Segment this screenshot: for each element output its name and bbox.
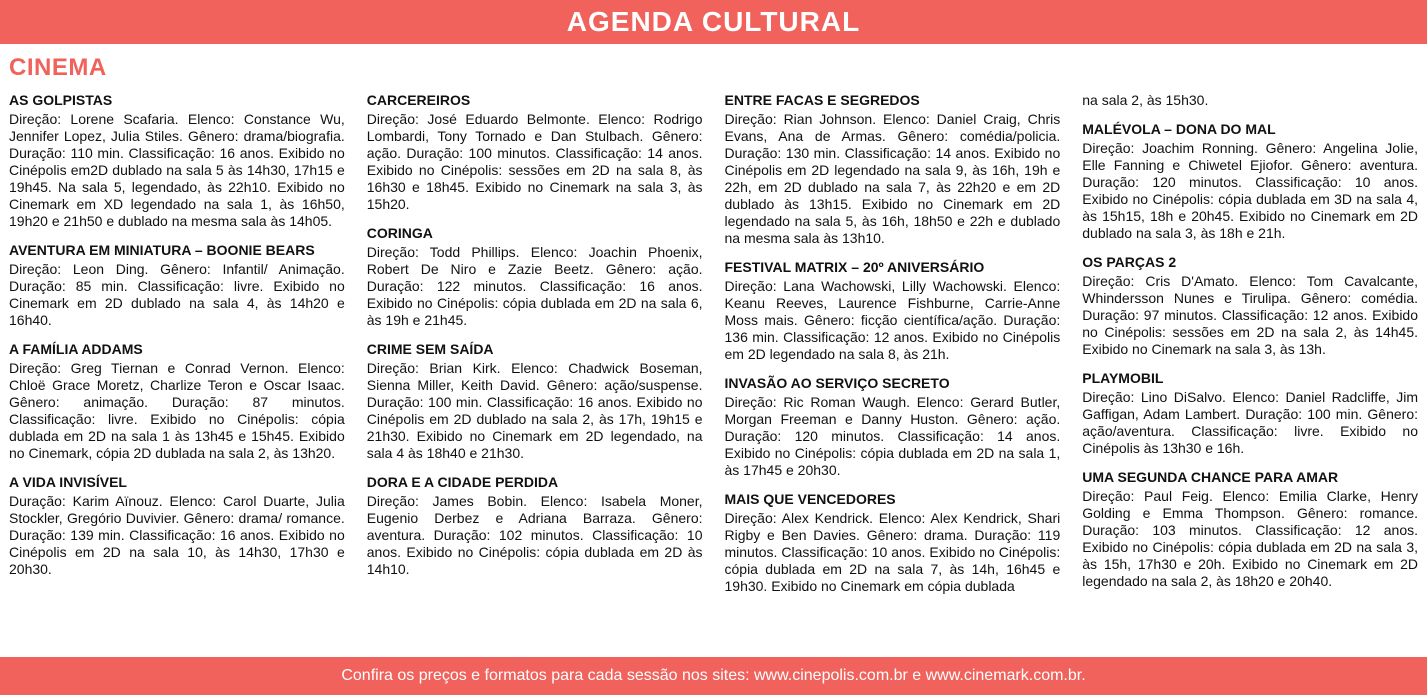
movie-title: UMA SEGUNDA CHANCE PARA AMAR bbox=[1082, 469, 1339, 485]
movie-title: AS GOLPISTAS bbox=[9, 92, 113, 108]
movie-description: Direção: James Bobin. Elenco: Isabela Moner, Eugenio Derbez e Adriana Barraza. Gênero: aventura. Duração: 102 minutos. Classificação: 10 anos. Exibido no Cinépolis: cópia dublada em 2D às 14h10. bbox=[366, 493, 703, 577]
movie-description: Direção: José Eduardo Belmonte. Elenco: Rodrigo Lombardi, Tony Tornado e Dan Stulbach. Gênero: ação. Duração: 100 minutos. Classificação: 14 anos. Exibido no Cinépolis: sessões em 2D na sala 8, às 16h30 e 18h45. Exibido no Cinemark na sala 3, às 15h20. bbox=[366, 111, 703, 212]
movie-column-2 bbox=[367, 92, 703, 590]
movie-description: Direção: Cris D'Amato. Elenco: Tom Cavalcante, Whindersson Nunes e Tirulipa. Gênero: comédia. Duração: 97 minutos. Classificação: 12 anos. Exibido no Cinépolis: sessões em 2D na sala 2, às 14h45. Exibido no Cinemark na sala 3, às 13h. bbox=[1082, 273, 1418, 357]
movie-item bbox=[367, 92, 703, 213]
movie-title: MAIS QUE VENCEDORES bbox=[724, 491, 896, 507]
movie-description: Direção: Greg Tiernan e Conrad Vernon. Elenco: Chloë Grace Moretz, Charlize Teron e Oscar Isaac. Gênero: animação. Duração: 87 minutos. Classificação: livre. Exibido no Cinépolis: cópia dublada em 2D na sala 1 às 13h45 e 15h45. Exibido no Cinemark, cópia 2D dublada na sala 2, às 13h20. bbox=[9, 360, 345, 461]
movie-description: Direção: Alex Kendrick. Elenco: Alex Kendrick, Shari Rigby e Ben Davies. Gênero: drama. Duração: 119 minutos. Classificação: 10 anos. Exibido no Cinépolis: cópia dublada em 2D na sala 7, às 14h, 16h45 e 19h30. Exibido no Cinemark em cópia dublada bbox=[724, 510, 1061, 594]
movie-item bbox=[367, 341, 703, 462]
movie-item bbox=[9, 242, 345, 329]
movie-item bbox=[1082, 92, 1418, 109]
movie-title: FESTIVAL MATRIX – 20º ANIVERSÁRIO bbox=[724, 259, 985, 275]
movie-title: A VIDA INVISÍVEL bbox=[9, 474, 127, 490]
movie-description: na sala 2, às 15h30. bbox=[1082, 92, 1209, 108]
movie-item bbox=[9, 474, 345, 578]
footer-bar bbox=[0, 657, 1427, 695]
movie-description: Duração: Karim Aïnouz. Elenco: Carol Duarte, Julia Stockler, Gregório Duvivier. Gênero: drama/ romance. Duração: 139 min. Classificação: 16 anos. Exibido no Cinépolis em 2D na sala 10, às 14h30, 17h30 e 20h30. bbox=[9, 493, 345, 577]
movie-item bbox=[1082, 469, 1418, 590]
movie-item bbox=[1082, 121, 1418, 242]
movie-column-4 bbox=[1082, 92, 1418, 602]
movie-item bbox=[9, 92, 345, 230]
cinema-section bbox=[0, 44, 1427, 657]
movie-item bbox=[1082, 254, 1418, 358]
movie-title: INVASÃO AO SERVIÇO SECRETO bbox=[724, 375, 950, 391]
movie-title: CARCEREIROS bbox=[366, 92, 471, 108]
movie-title: A FAMÍLIA ADDAMS bbox=[9, 341, 143, 357]
movie-description: Direção: Paul Feig. Elenco: Emilia Clarke, Henry Golding e Emma Thompson. Gênero: romance. Duração: 103 minutos. Classificação: 12 anos. Exibido no Cinépolis: cópia dublada em 2D na sala 3, às 15h, 17h30 e 20h. Exibido no Cinemark em 2D legendado na sala 2, às 18h20 e 20h40. bbox=[1082, 488, 1418, 589]
movie-description: Direção: Lorene Scafaria. Elenco: Constance Wu, Jennifer Lopez, Julia Stiles. Gênero: drama/biografia. Duração: 110 min. Classificação: 16 anos. Exibido no Cinépolis em2D dublado na sala 5 às 14h30, 17h15 e 19h45. Na sala 5, legendado, às 22h10. Exibido no Cinemark em XD legendado na sala 1, às 16h50, 19h20 e 21h50 e dublado na mesma sala às 14h05. bbox=[9, 111, 345, 229]
movie-item bbox=[367, 474, 703, 578]
page-title: AGENDA CULTURAL bbox=[566, 6, 861, 37]
movie-description: Direção: Todd Phillips. Elenco: Joachin Phoenix, Robert De Niro e Zazie Beetz. Gênero: ação. Duração: 122 minutos. Classificação: 16 anos. Exibido no Cinépolis: cópia dublada em 2D na sala 6, às 19h e 21h45. bbox=[366, 244, 703, 328]
movie-column-1 bbox=[9, 92, 345, 590]
movie-item bbox=[9, 341, 345, 462]
movie-columns bbox=[9, 92, 1418, 607]
movie-item bbox=[725, 375, 1061, 479]
movie-description: Direção: Lino DiSalvo. Elenco: Daniel Radcliffe, Jim Gaffigan, Adam Lambert. Duração: 100 min. Gênero: ação/aventura. Classificação: livre. Exibido no Cinépolis às 13h30 e 16h. bbox=[1082, 389, 1418, 456]
movie-title: AVENTURA EM MINIATURA – BOONIE BEARS bbox=[9, 242, 315, 258]
movie-description: Direção: Leon Ding. Gênero: Infantil/ Animação. Duração: 85 min. Classificação: livre. Exibido no Cinemark em 2D dublado na sala 4, às 14h20 e 16h40. bbox=[9, 261, 345, 328]
movie-item bbox=[725, 92, 1061, 247]
movie-item bbox=[725, 259, 1061, 363]
header-bar bbox=[0, 0, 1427, 44]
movie-description: Direção: Rian Johnson. Elenco: Daniel Craig, Chris Evans, Ana de Armas. Gênero: comédia/policia. Duração: 130 min. Classificação: 14 anos. Exibido no Cinépolis em 2D legendado na sala 9, às 16h, 19h e 22h, em 2D dublado na sala 7, às 22h20 e em 2D dublado às 13h15. Exibido no Cinemark em 2D legendado na sala 5, às 16h, 18h50 e 22h e dublado na mesma sala às 13h10. bbox=[724, 111, 1061, 246]
footer-text: Confira os preços e formatos para cada sessão nos sites: www.cinepolis.com.br e www.cinemark.com.br. bbox=[341, 667, 1086, 684]
movie-title: MALÉVOLA – DONA DO MAL bbox=[1082, 121, 1276, 137]
movie-description: Direção: Lana Wachowski, Lilly Wachowski. Elenco: Keanu Reeves, Laurence Fishburne, Carrie-Anne Moss mais. Gênero: ficção científica/ação. Duração: 136 min. Classificação: 12 anos. Exibido no Cinépolis em 2D legendado na sala 8, às 21h. bbox=[724, 278, 1061, 362]
movie-description: Direção: Ric Roman Waugh. Elenco: Gerard Butler, Morgan Freeman e Danny Huston. Gênero: ação. Duração: 120 minutos. Classificação: 14 anos. Exibido no Cinépolis: cópia dublada em 2D na sala 1, às 17h45 e 20h30. bbox=[724, 394, 1061, 478]
movie-title: CORINGA bbox=[366, 225, 433, 241]
movie-title: PLAYMOBIL bbox=[1082, 370, 1164, 386]
movie-title: CRIME SEM SAÍDA bbox=[366, 341, 494, 357]
movie-description: Direção: Brian Kirk. Elenco: Chadwick Boseman, Sienna Miller, Keith David. Gênero: ação/suspense. Duração: 100 min. Classificação: 16 anos. Exibido no Cinépolis em 2D dublado na sala 2, às 17h, 19h15 e 21h30. Exibido no Cinemark em 2D legendado, na sala 4 às 18h40 e 21h30. bbox=[366, 360, 703, 461]
movie-item bbox=[367, 225, 703, 329]
movie-column-3 bbox=[725, 92, 1061, 607]
movie-title: ENTRE FACAS E SEGREDOS bbox=[724, 92, 920, 108]
movie-title: OS PARÇAS 2 bbox=[1082, 254, 1177, 270]
movie-item bbox=[1082, 370, 1418, 457]
movie-description: Direção: Joachim Ronning. Gênero: Angelina Jolie, Elle Fanning e Chiwetel Ejiofor. Gênero: aventura. Duração: 120 minutos. Classificação: 10 anos. Exibido no Cinépolis: cópia dublada em 3D na sala 4, às 15h15, 18h e 20h45. Exibido no Cinemark em 2D dublado na sala 3, às 18h e 21h. bbox=[1082, 140, 1418, 241]
movie-item bbox=[725, 491, 1061, 595]
movie-title: DORA E A CIDADE PERDIDA bbox=[366, 474, 559, 490]
section-title: CINEMA bbox=[9, 54, 107, 81]
